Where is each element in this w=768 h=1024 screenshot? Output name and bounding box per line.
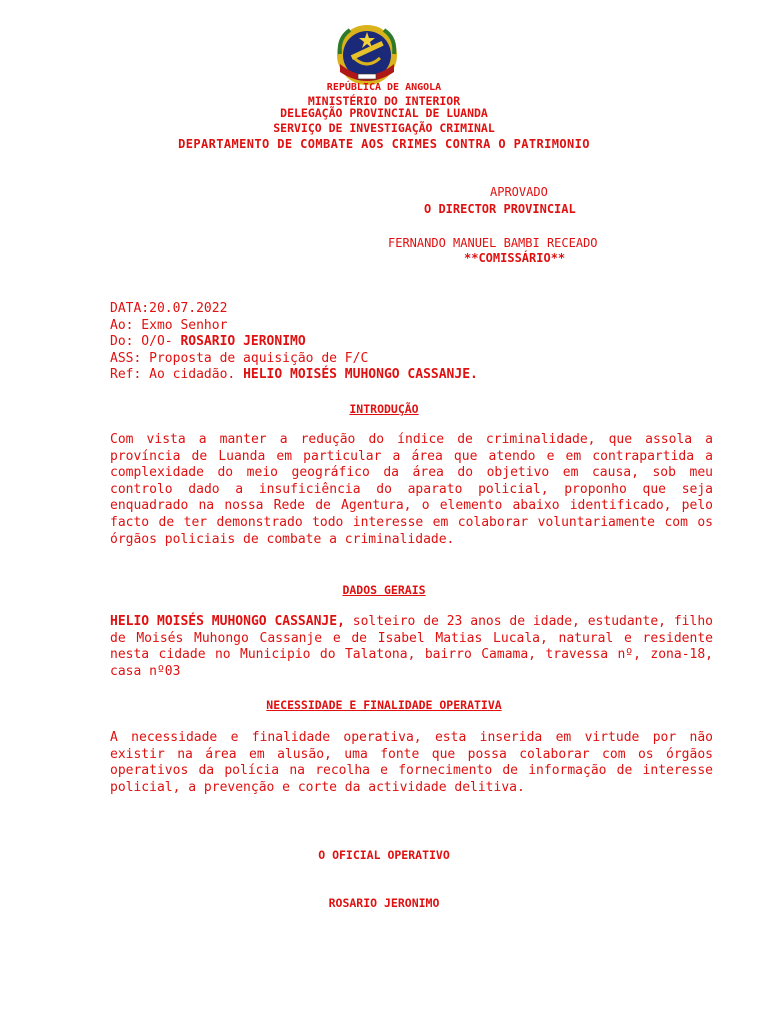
intro-heading: INTRODUÇÃO xyxy=(349,402,419,416)
approval-rank: **COMISSÁRIO** xyxy=(464,251,566,265)
memo-from: Do: O/O- ROSARIO JERONIMO xyxy=(110,334,306,349)
ministry-title: MINISTÉRIO DO INTERIOR xyxy=(307,94,461,108)
memo-to: Ao: Exmo Senhor xyxy=(110,318,228,333)
memo-subject: ASS: Proposta de aquisição de F/C xyxy=(110,351,369,366)
signature-name: ROSARIO JERONIMO xyxy=(328,896,440,910)
general-data-heading: DADOS GERAIS xyxy=(342,583,426,597)
service-title: SERVIÇO DE INVESTIGAÇÃO CRIMINAL xyxy=(273,121,495,135)
approval-role: O DIRECTOR PROVINCIAL xyxy=(424,202,576,216)
memo-date: DATA:20.07.2022 xyxy=(110,301,228,316)
angola-coat-of-arms-icon xyxy=(336,24,398,86)
intro-paragraph: Com vista a manter a redução do índice de criminalidade, que assola a província de Luanda em particular a área que atendo e em contrapartida a complexidade do meio geográfico da área do objetivo em causa, sob meu controlo dado a insuficiência do aparato policial, proponho que seja enquadrado na nossa Rede de Agentura, o elemento abaixo identificado, pelo facto de ter demonstrado todo interesse em colaborar voluntariamente com os órgãos policiais de combate a criminalidade. xyxy=(110,432,713,547)
memo-reference: Ref: Ao cidadão. HELIO MOISÉS MUHONGO CASSANJE. xyxy=(110,367,478,382)
republic-title: REPÚBLICA DE ANGOLA xyxy=(326,82,442,93)
signature-role: O OFICIAL OPERATIVO xyxy=(318,848,450,862)
delegation-title: DELEGAÇÃO PROVINCIAL DE LUANDA xyxy=(280,106,488,120)
need-heading: NECESSIDADE E FINALIDADE OPERATIVA xyxy=(266,698,502,712)
general-data-paragraph: HELIO MOISÉS MUHONGO CASSANJE, solteiro de 23 anos de idade, estudante, filho de Moisés Muhongo Cassanje e de Isabel Matias Lucala, natural e residente nesta cidade no Municipio do Talatona, bairro Camama, travessa nº, zona-18, casa nº03 xyxy=(110,614,713,679)
department-title: DEPARTAMENTO DE COMBATE AOS CRIMES CONTRA O PATRIMONIO xyxy=(178,137,590,151)
approval-status: APROVADO xyxy=(490,185,548,199)
need-paragraph: A necessidade e finalidade operativa, esta inserida em virtude por não existir na área em alusão, uma fonte que possa colaborar com os órgãos operativos da polícia na recolha e fornecimento de informação de interesse policial, a prevenção e corte da actividade delitiva. xyxy=(110,730,713,795)
approval-name: FERNANDO MANUEL BAMBI RECEADO xyxy=(388,236,598,250)
